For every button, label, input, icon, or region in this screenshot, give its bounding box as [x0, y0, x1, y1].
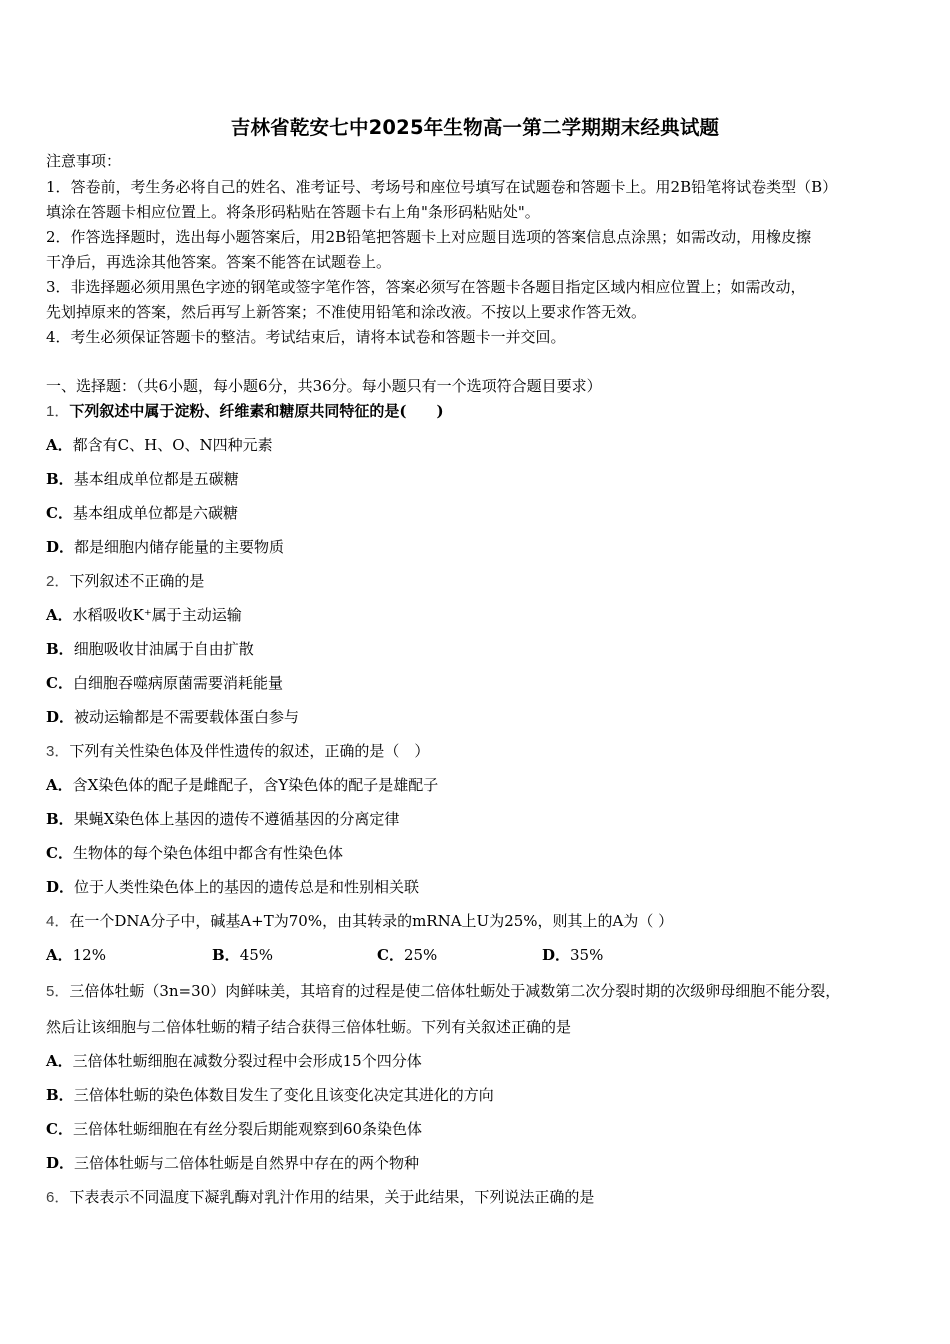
option-text: 三倍体牡蛎细胞在有丝分裂后期能观察到60条染色体 [72, 1120, 423, 1138]
option-letter: A． [46, 606, 73, 624]
notice-line-1: 1．答卷前，考生务必将自己的姓名、准考证号、考场号和座位号填写在试题卷和答题卡上。用2B铅笔将试卷类型（B） [46, 178, 838, 196]
question-number: 2． [46, 573, 70, 590]
option-letter: D． [542, 946, 571, 964]
question-3 [46, 741, 429, 762]
q1-option-b [46, 469, 239, 489]
option-text: 水稻吸收K⁺属于主动运输 [72, 606, 242, 624]
notice-line-2: 填涂在答题卡相应位置上。将条形码粘贴在答题卡右上角"条形码粘贴处"。 [46, 203, 540, 221]
option-text: 25% [403, 946, 438, 964]
q2-option-b [46, 639, 254, 659]
option-letter: C． [46, 844, 73, 862]
option-text: 基本组成单位都是五碳糖 [73, 470, 239, 488]
option-text: 含X染色体的配子是雌配子，含Y染色体的配子是雄配子 [72, 776, 439, 794]
q5-option-c [46, 1119, 422, 1139]
section-heading: 一、选择题：（共6小题，每小题6分，共36分。每小题只有一个选项符合题目要求） [46, 377, 602, 395]
option-letter: A． [46, 776, 73, 794]
question-6 [46, 1187, 594, 1208]
option-letter: D． [46, 538, 75, 556]
option-text: 12% [72, 946, 106, 964]
option-letter: A． [46, 946, 73, 964]
q2-option-d [46, 707, 299, 727]
option-text: 45% [239, 946, 274, 964]
question-stem: 下列有关性染色体及伴性遗传的叙述，正确的是（ ） [69, 742, 430, 760]
notice-line-6: 先划掉原来的答案，然后再写上新答案；不准使用铅笔和涂改液。不按以上要求作答无效。 [46, 303, 647, 321]
question-stem: 三倍体牡蛎（3n=30）肉鲜味美，其培育的过程是使二倍体牡蛎处于减数第二次分裂时期的次级卵母细胞不能分裂， [69, 982, 841, 1000]
question-stem: 下列叙述中属于淀粉、纤维素和糖原共同特征的是( ) [69, 402, 444, 420]
option-text: 三倍体牡蛎细胞在减数分裂过程中会形成15个四分体 [72, 1052, 422, 1070]
option-text: 三倍体牡蛎的染色体数目发生了变化且该变化决定其进化的方向 [73, 1086, 494, 1104]
q5-option-d [46, 1153, 419, 1173]
question-number: 4． [46, 913, 70, 930]
option-text: 三倍体牡蛎与二倍体牡蛎是自然界中存在的两个物种 [74, 1154, 420, 1172]
q4-options-row [46, 945, 646, 965]
option-text: 白细胞吞噬病原菌需要消耗能量 [72, 674, 283, 692]
question-stem: 在一个DNA分子中，碱基A+T为70%，由其转录的mRNA上U为25%，则其上的A为（ ） [69, 912, 674, 930]
question-4 [46, 911, 673, 932]
q1-option-d [46, 537, 284, 557]
option-text: 位于人类性染色体上的基因的遗传总是和性别相关联 [74, 878, 420, 896]
question-number: 1． [46, 403, 70, 420]
option-letter: D． [46, 1154, 75, 1172]
option-text: 都含有C、H、O、N四种元素 [72, 436, 273, 454]
option-letter: A． [46, 436, 73, 454]
question-stem: 下列叙述不正确的是 [69, 572, 205, 590]
question-1 [46, 401, 444, 422]
q4-option-c [377, 945, 437, 965]
question-number: 5． [46, 983, 70, 1000]
option-letter: B． [46, 640, 74, 658]
q4-option-d [542, 945, 603, 965]
option-letter: A． [46, 1052, 73, 1070]
notice-line-4: 干净后，再选涂其他答案。答案不能答在试题卷上。 [46, 253, 392, 271]
question-number: 6． [46, 1189, 70, 1206]
q3-option-d [46, 877, 419, 897]
option-text: 35% [570, 946, 604, 964]
notice-heading: 注意事项： [46, 152, 122, 170]
q1-option-c [46, 503, 238, 523]
option-letter: B． [46, 810, 74, 828]
question-stem: 下表表示不同温度下凝乳酶对乳汁作用的结果，关于此结果，下列说法正确的是 [69, 1188, 595, 1206]
q1-option-a [46, 435, 273, 455]
q5-option-a [46, 1051, 422, 1071]
option-text: 生物体的每个染色体组中都含有性染色体 [72, 844, 343, 862]
notice-line-7: 4．考生必须保证答题卡的整洁。考试结束后，请将本试卷和答题卡一并交回。 [46, 328, 566, 346]
q5-option-b [46, 1085, 494, 1105]
q4-option-b [212, 945, 273, 965]
question-2 [46, 571, 204, 592]
q3-option-b [46, 809, 399, 829]
question-5 [46, 981, 840, 1002]
q3-option-c [46, 843, 343, 863]
question-5-continued: 然后让该细胞与二倍体牡蛎的精子结合获得三倍体牡蛎。下列有关叙述正确的是 [46, 1018, 572, 1036]
option-letter: D． [46, 708, 75, 726]
question-number: 3． [46, 743, 70, 760]
option-letter: C． [46, 504, 73, 522]
q2-option-a [46, 605, 242, 625]
notice-line-3: 2．作答选择题时，选出每小题答案后，用2B铅笔把答题卡上对应题目选项的答案信息点涂黑；如需改动，用橡皮擦 [46, 228, 812, 246]
option-letter: C． [46, 1120, 73, 1138]
exam-title: 吉林省乾安七中2025年生物高一第二学期期末经典试题 [230, 116, 720, 139]
option-text: 果蝇X染色体上基因的遗传不遵循基因的分离定律 [73, 810, 400, 828]
option-text: 都是细胞内储存能量的主要物质 [74, 538, 285, 556]
option-letter: C． [46, 674, 73, 692]
option-letter: C． [377, 946, 404, 964]
option-text: 被动运输都是不需要载体蛋白参与 [74, 708, 300, 726]
option-letter: B． [46, 1086, 74, 1104]
q4-option-a [46, 945, 106, 965]
q3-option-a [46, 775, 438, 795]
notice-line-5: 3．非选择题必须用黑色字迹的钢笔或签字笔作答，答案必须写在答题卡各题目指定区域内相应位置上；如需改动， [46, 278, 806, 296]
option-letter: B． [46, 470, 74, 488]
q2-option-c [46, 673, 283, 693]
option-text: 细胞吸收甘油属于自由扩散 [73, 640, 254, 658]
option-letter: D． [46, 878, 75, 896]
option-text: 基本组成单位都是六碳糖 [72, 504, 238, 522]
option-letter: B． [212, 946, 240, 964]
